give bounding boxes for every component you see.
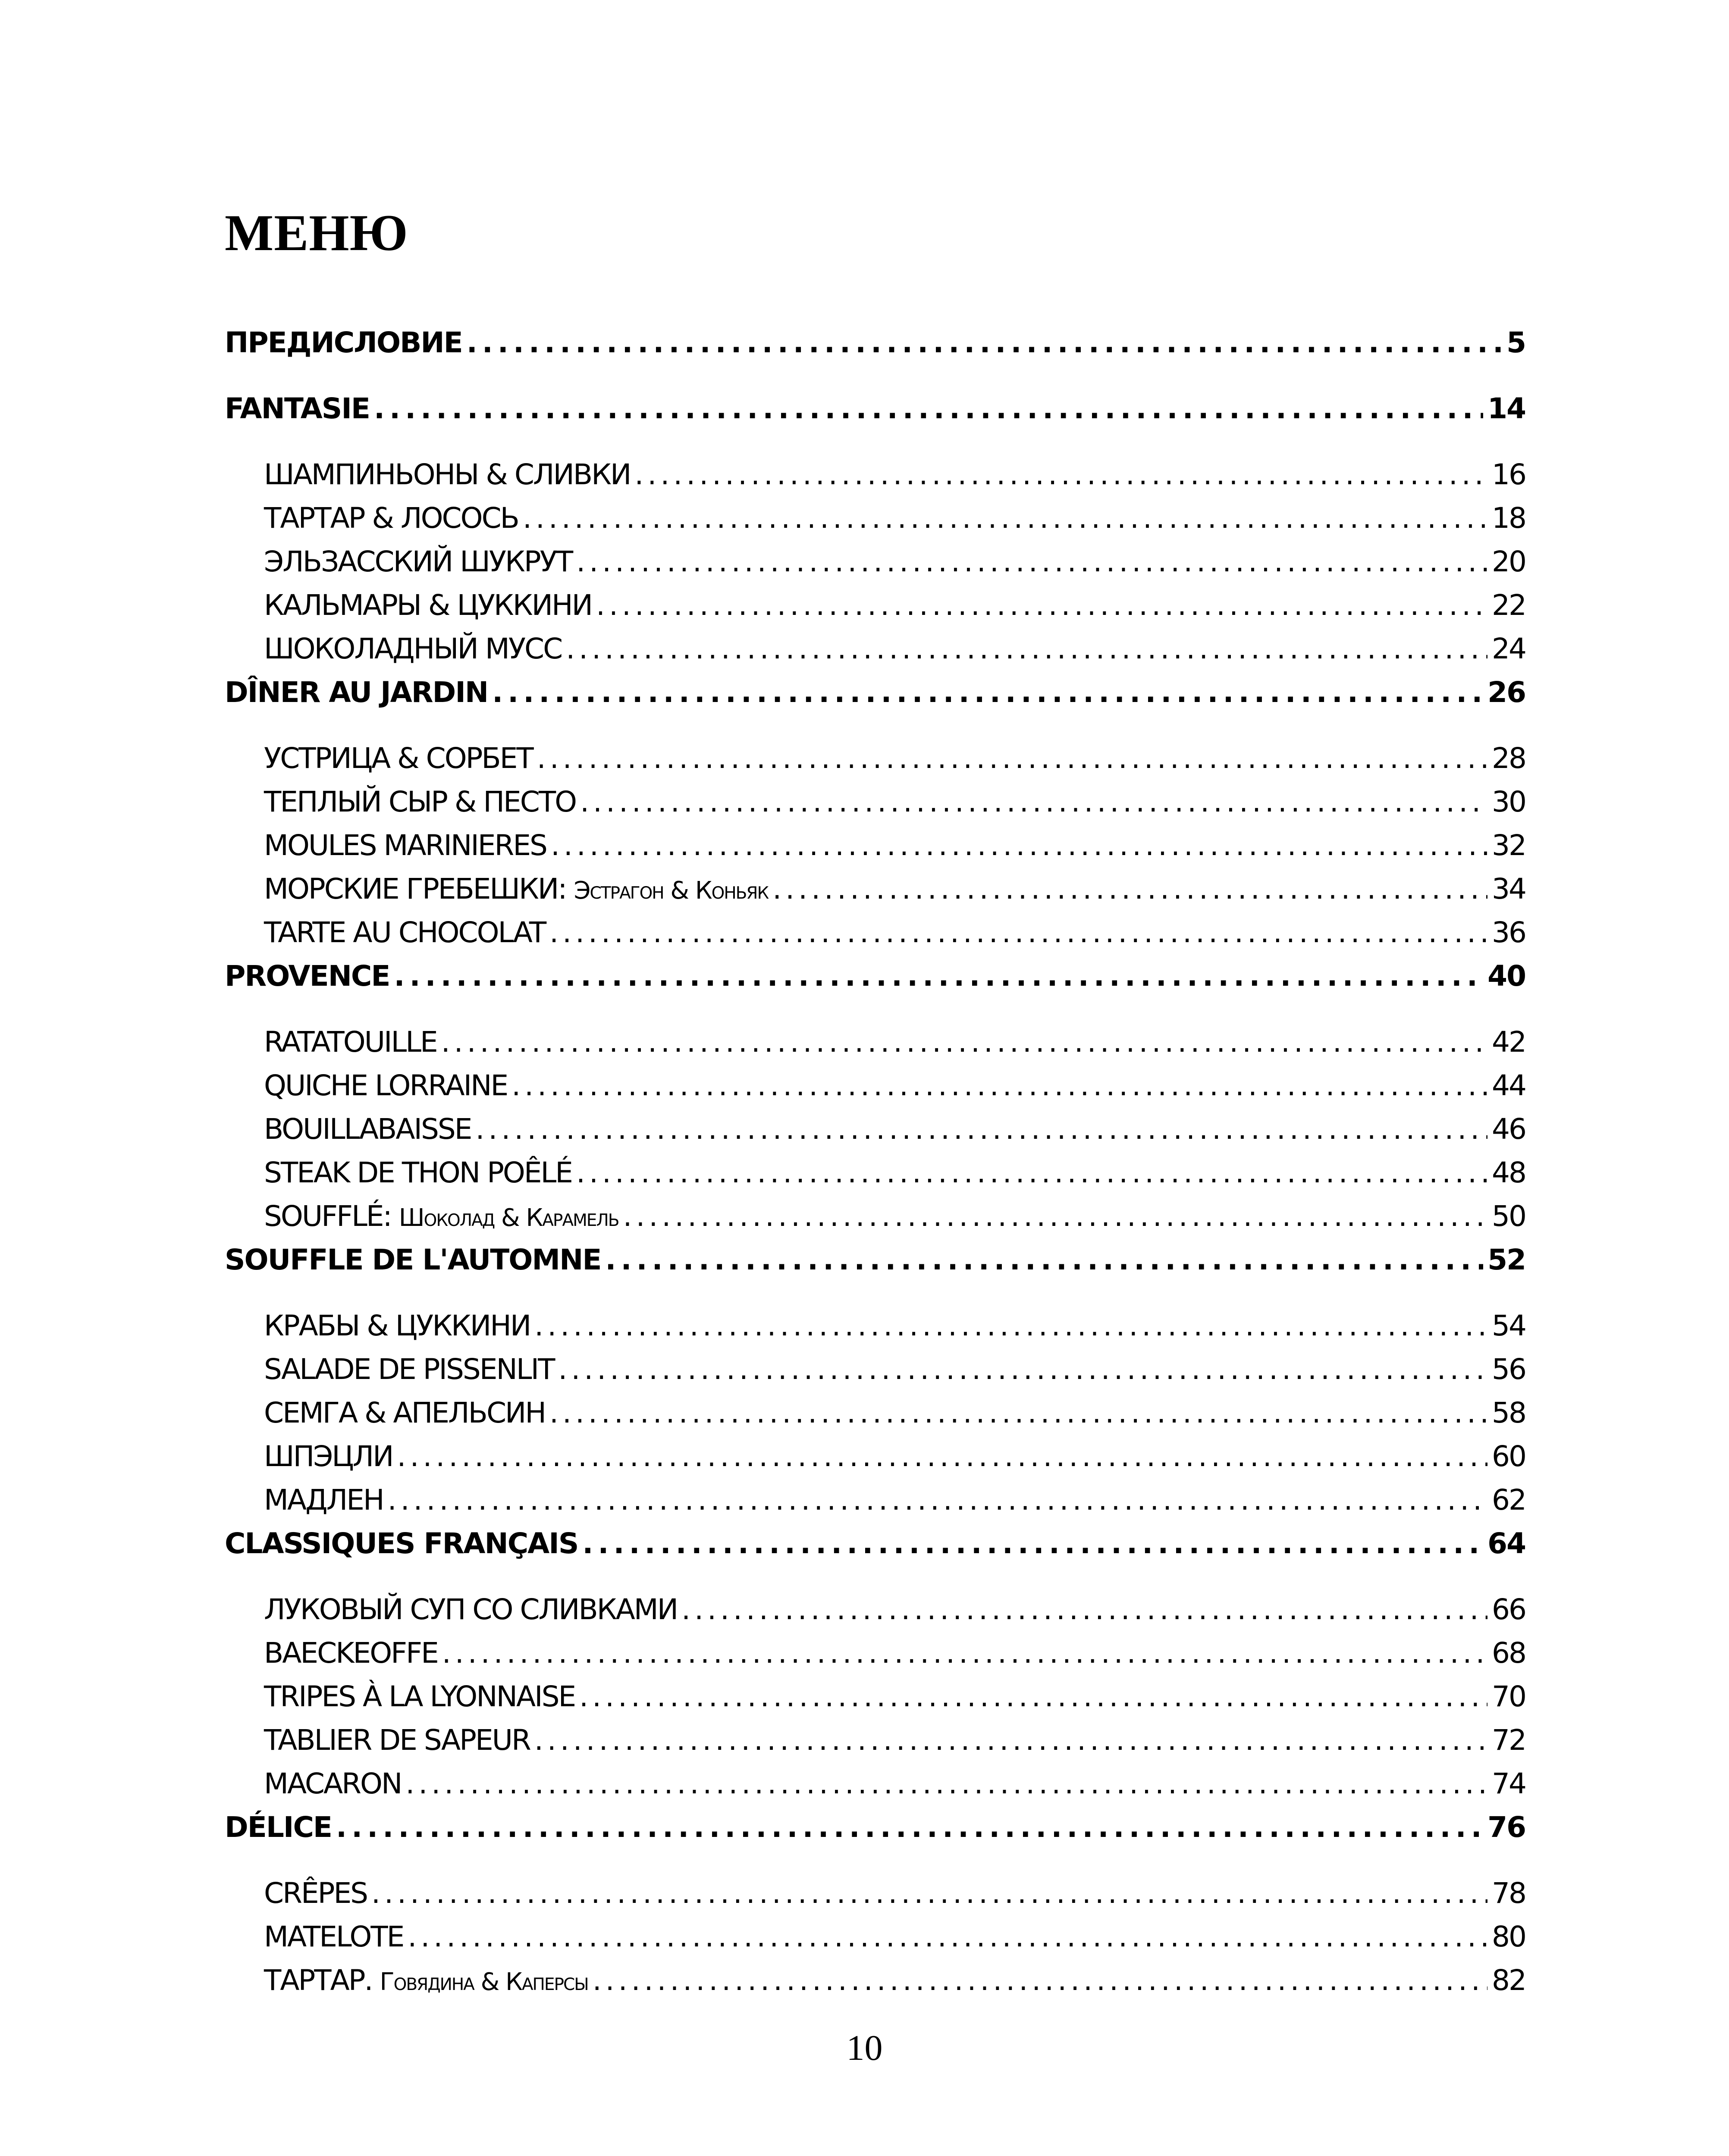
toc-section-page: 64 — [1487, 1527, 1525, 1560]
toc-dish-title: ШАМПИНЬОНЫ & СЛИВКИ — [264, 458, 631, 491]
toc-dish-title: ТАРТАР & ЛОСОСЬ — [264, 501, 518, 535]
dot-leader — [551, 824, 1487, 867]
toc-dish-label — [264, 1020, 437, 1064]
dot-leader — [394, 954, 1483, 998]
toc-entry-preface[interactable] — [225, 321, 1525, 364]
page-number: 10 — [846, 2028, 883, 2068]
toc-dish-page: 50 — [1492, 1200, 1525, 1233]
toc-dish-label — [264, 1304, 530, 1348]
spacer — [225, 1282, 1525, 1304]
toc-dish[interactable] — [225, 1107, 1525, 1151]
dot-leader — [492, 671, 1483, 714]
toc-entry-label: ПРЕДИСЛОВИЕ — [225, 326, 462, 359]
dot-leader — [397, 1435, 1487, 1478]
toc-dish[interactable] — [225, 780, 1525, 824]
toc-dish-page: 58 — [1492, 1396, 1525, 1429]
toc-dish-label — [264, 1064, 507, 1107]
toc-dish-label — [264, 1762, 401, 1805]
toc-dish-page: 78 — [1492, 1877, 1525, 1910]
toc-dish-title: ШОКОЛАДНЫЙ МУСС — [264, 632, 562, 665]
toc-dish-label — [264, 1151, 572, 1194]
toc-dish-title: MATELOTE — [264, 1920, 404, 1953]
toc-dish[interactable] — [225, 1915, 1525, 1959]
toc-dish[interactable] — [225, 824, 1525, 867]
toc-dish-label — [264, 780, 576, 824]
dot-leader — [523, 496, 1487, 540]
toc-dish-page: 42 — [1492, 1025, 1525, 1059]
toc-dish-label — [264, 1871, 367, 1915]
toc-dish-title: ТЕПЛЫЙ СЫР & ПЕСТО — [264, 785, 576, 818]
toc-dish[interactable] — [225, 1588, 1525, 1631]
toc-dish-title: TRIPES À LA LYONNAISE — [264, 1680, 575, 1713]
toc-dish-page: 16 — [1492, 458, 1525, 491]
toc-section-label: FANTASIE — [225, 392, 370, 425]
toc-dish-title: TARTE AU CHOCOLAT — [264, 916, 546, 949]
spacer — [225, 430, 1525, 453]
toc-dish[interactable] — [225, 1435, 1525, 1478]
toc-section-page: 26 — [1487, 676, 1525, 709]
toc-dish-label — [264, 1915, 403, 1959]
toc-dish-title: КАЛЬМАРЫ & ЦУККИНИ — [264, 589, 592, 622]
toc-dish-label — [264, 453, 630, 496]
toc-dish-label — [264, 1194, 619, 1238]
toc-dish-label — [264, 1107, 471, 1151]
toc-dish-label — [264, 1588, 677, 1631]
toc-dish[interactable] — [225, 1391, 1525, 1435]
toc-section[interactable] — [225, 1238, 1525, 1282]
toc-section-label: DÎNER AU JARDIN — [225, 676, 488, 709]
toc-dish-page: 70 — [1492, 1680, 1525, 1713]
toc-dish-label — [264, 911, 545, 954]
toc-dish-page: 18 — [1492, 501, 1525, 535]
toc-dish-label — [264, 1478, 383, 1522]
table-of-contents — [225, 321, 1525, 2002]
toc-dish-page: 66 — [1492, 1593, 1525, 1626]
toc-dish-page: 68 — [1492, 1636, 1525, 1670]
toc-section[interactable] — [225, 387, 1525, 430]
toc-dish-title: SALADE DE PISSENLIT — [264, 1353, 554, 1386]
dot-leader — [441, 1020, 1487, 1064]
toc-dish[interactable] — [225, 453, 1525, 496]
toc-dish[interactable] — [225, 1871, 1525, 1915]
toc-dish-label — [264, 583, 592, 627]
spacer — [225, 1849, 1525, 1871]
toc-dish-subtitle: Шоколад & Карамель — [399, 1204, 619, 1232]
dot-leader — [408, 1915, 1487, 1959]
toc-dish-page: 46 — [1492, 1112, 1525, 1146]
toc-dish-title: СЕМГА & АПЕЛЬСИН — [264, 1396, 546, 1429]
dot-leader — [596, 583, 1487, 627]
toc-dish-title: MACARON — [264, 1767, 402, 1800]
toc-dish[interactable] — [225, 1762, 1525, 1805]
dot-leader — [511, 1064, 1487, 1107]
toc-dish-page: 20 — [1492, 545, 1525, 578]
toc-dish-page: 28 — [1492, 742, 1525, 775]
toc-dish-page: 72 — [1492, 1724, 1525, 1757]
toc-dish-label — [264, 1718, 530, 1762]
toc-dish[interactable] — [225, 1020, 1525, 1064]
toc-dish-label — [264, 736, 533, 780]
toc-section-page: 14 — [1487, 392, 1525, 425]
toc-dish-label — [264, 1959, 588, 2002]
toc-dish[interactable] — [225, 583, 1525, 627]
dot-leader — [772, 867, 1487, 911]
toc-dish[interactable] — [225, 1194, 1525, 1238]
dot-leader — [582, 1522, 1483, 1565]
toc-dish-title: УСТРИЦА & СОРБЕТ — [264, 742, 533, 775]
toc-dish-title: КРАБЫ & ЦУККИНИ — [264, 1309, 530, 1342]
toc-section[interactable] — [225, 671, 1525, 714]
toc-dish-subtitle: Говядина & Каперсы — [380, 1968, 588, 1996]
toc-section[interactable] — [225, 954, 1525, 998]
toc-section-label: DÉLICE — [225, 1811, 332, 1844]
toc-dish-title: BOUILLABAISSE — [264, 1112, 471, 1146]
toc-dish-title: ЭЛЬЗАССКИЙ ШУКРУТ — [264, 545, 572, 578]
toc-dish[interactable] — [225, 1348, 1525, 1391]
toc-dish[interactable] — [225, 911, 1525, 954]
toc-dish-label — [264, 1631, 438, 1675]
toc-dish[interactable] — [225, 867, 1525, 911]
dot-leader — [336, 1805, 1483, 1849]
toc-dish[interactable] — [225, 1064, 1525, 1107]
toc-dish-page: 62 — [1492, 1483, 1525, 1517]
dot-leader — [534, 1304, 1487, 1348]
toc-dish-label — [264, 1675, 575, 1718]
toc-section-label: SOUFFLE DE L'AUTOMNE — [225, 1243, 601, 1276]
toc-dish-page: 34 — [1492, 872, 1525, 906]
toc-dish-page: 54 — [1492, 1309, 1525, 1342]
toc-dish[interactable] — [225, 1959, 1525, 2002]
toc-dish-title: ШПЭЦЛИ — [264, 1440, 393, 1473]
toc-dish-page: 74 — [1492, 1767, 1525, 1800]
dot-leader — [442, 1631, 1487, 1675]
dot-leader — [566, 627, 1487, 671]
toc-dish-page: 60 — [1492, 1440, 1525, 1473]
toc-dish-page: 82 — [1492, 1964, 1525, 1997]
toc-dish-page: 48 — [1492, 1156, 1525, 1189]
dot-leader — [405, 1762, 1487, 1805]
toc-dish[interactable] — [225, 736, 1525, 780]
toc-dish-page: 56 — [1492, 1353, 1525, 1386]
toc-dish-title: MOULES MARINIERES — [264, 829, 546, 862]
toc-section-label: CLASSIQUES FRANÇAIS — [225, 1527, 578, 1560]
toc-dish[interactable] — [225, 540, 1525, 583]
toc-dish[interactable] — [225, 1478, 1525, 1522]
spacer — [225, 364, 1525, 387]
dot-leader — [537, 736, 1487, 780]
toc-dish[interactable] — [225, 1718, 1525, 1762]
toc-dish-page: 80 — [1492, 1920, 1525, 1953]
toc-section[interactable] — [225, 1522, 1525, 1565]
dot-leader — [634, 453, 1487, 496]
toc-dish-label — [264, 1391, 545, 1435]
toc-dish-title: ЛУКОВЫЙ СУП СО СЛИВКАМИ — [264, 1593, 678, 1626]
dot-leader — [681, 1588, 1487, 1631]
dot-leader — [475, 1107, 1487, 1151]
toc-dish[interactable] — [225, 627, 1525, 671]
toc-section-label: PROVENCE — [225, 959, 390, 993]
dot-leader — [623, 1194, 1488, 1238]
spacer — [225, 714, 1525, 736]
toc-section-page: 52 — [1487, 1243, 1525, 1276]
dot-leader — [371, 1871, 1487, 1915]
toc-section[interactable] — [225, 1805, 1525, 1849]
toc-dish-page: 22 — [1492, 589, 1525, 622]
dot-leader — [580, 780, 1487, 824]
toc-dish-label — [264, 1348, 554, 1391]
toc-dish-page: 32 — [1492, 829, 1525, 862]
dot-leader — [388, 1478, 1487, 1522]
dot-leader — [576, 1151, 1487, 1194]
toc-dish-title: STEAK DE THON POÊLÉ — [264, 1156, 572, 1189]
toc-dish-label — [264, 496, 518, 540]
dot-leader — [549, 1391, 1487, 1435]
toc-dish-title: QUICHE LORRAINE — [264, 1069, 508, 1102]
toc-dish-title: SOUFFLÉ: — [264, 1200, 391, 1233]
dot-leader — [579, 1675, 1487, 1718]
toc-dish-subtitle: Эстрагон & Коньяк — [574, 877, 769, 905]
spacer — [225, 998, 1525, 1020]
toc-dish[interactable] — [225, 1675, 1525, 1718]
toc-dish-title: ТАРТАР. — [264, 1964, 372, 1997]
dot-leader — [605, 1238, 1483, 1282]
toc-dish-label — [264, 1435, 393, 1478]
toc-dish[interactable] — [225, 1631, 1525, 1675]
dot-leader — [593, 1959, 1487, 2002]
toc-dish-page: 36 — [1492, 916, 1525, 949]
dot-leader — [549, 911, 1487, 954]
toc-dish-label — [264, 627, 562, 671]
toc-dish-title: CRÊPES — [264, 1877, 367, 1910]
toc-dish-page: 30 — [1492, 785, 1525, 818]
spacer — [225, 1565, 1525, 1588]
toc-section-page: 40 — [1487, 959, 1525, 993]
dot-leader — [576, 540, 1487, 583]
dot-leader — [558, 1348, 1487, 1391]
toc-dish-page: 44 — [1492, 1069, 1525, 1102]
toc-dish-label — [264, 540, 572, 583]
toc-section-page: 76 — [1487, 1811, 1525, 1844]
toc-dish-title: BAECKEOFFE — [264, 1636, 438, 1670]
toc-dish-title: МОРСКИЕ ГРЕБЕШКИ: — [264, 872, 566, 906]
toc-dish[interactable] — [225, 1151, 1525, 1194]
toc-dish[interactable] — [225, 496, 1525, 540]
toc-entry-page: 5 — [1506, 326, 1525, 359]
dot-leader — [534, 1718, 1487, 1762]
toc-dish-label — [264, 867, 768, 911]
page-title: МЕНЮ — [225, 204, 408, 261]
toc-dish-title: RATATOUILLE — [264, 1025, 437, 1059]
toc-dish-page: 24 — [1492, 632, 1525, 665]
toc-dish-label — [264, 824, 546, 867]
dot-leader — [467, 321, 1502, 364]
toc-dish-title: МАДЛЕН — [264, 1483, 383, 1517]
toc-dish-title: TABLIER DE SAPEUR — [264, 1724, 530, 1757]
dot-leader — [374, 387, 1483, 430]
toc-dish[interactable] — [225, 1304, 1525, 1348]
